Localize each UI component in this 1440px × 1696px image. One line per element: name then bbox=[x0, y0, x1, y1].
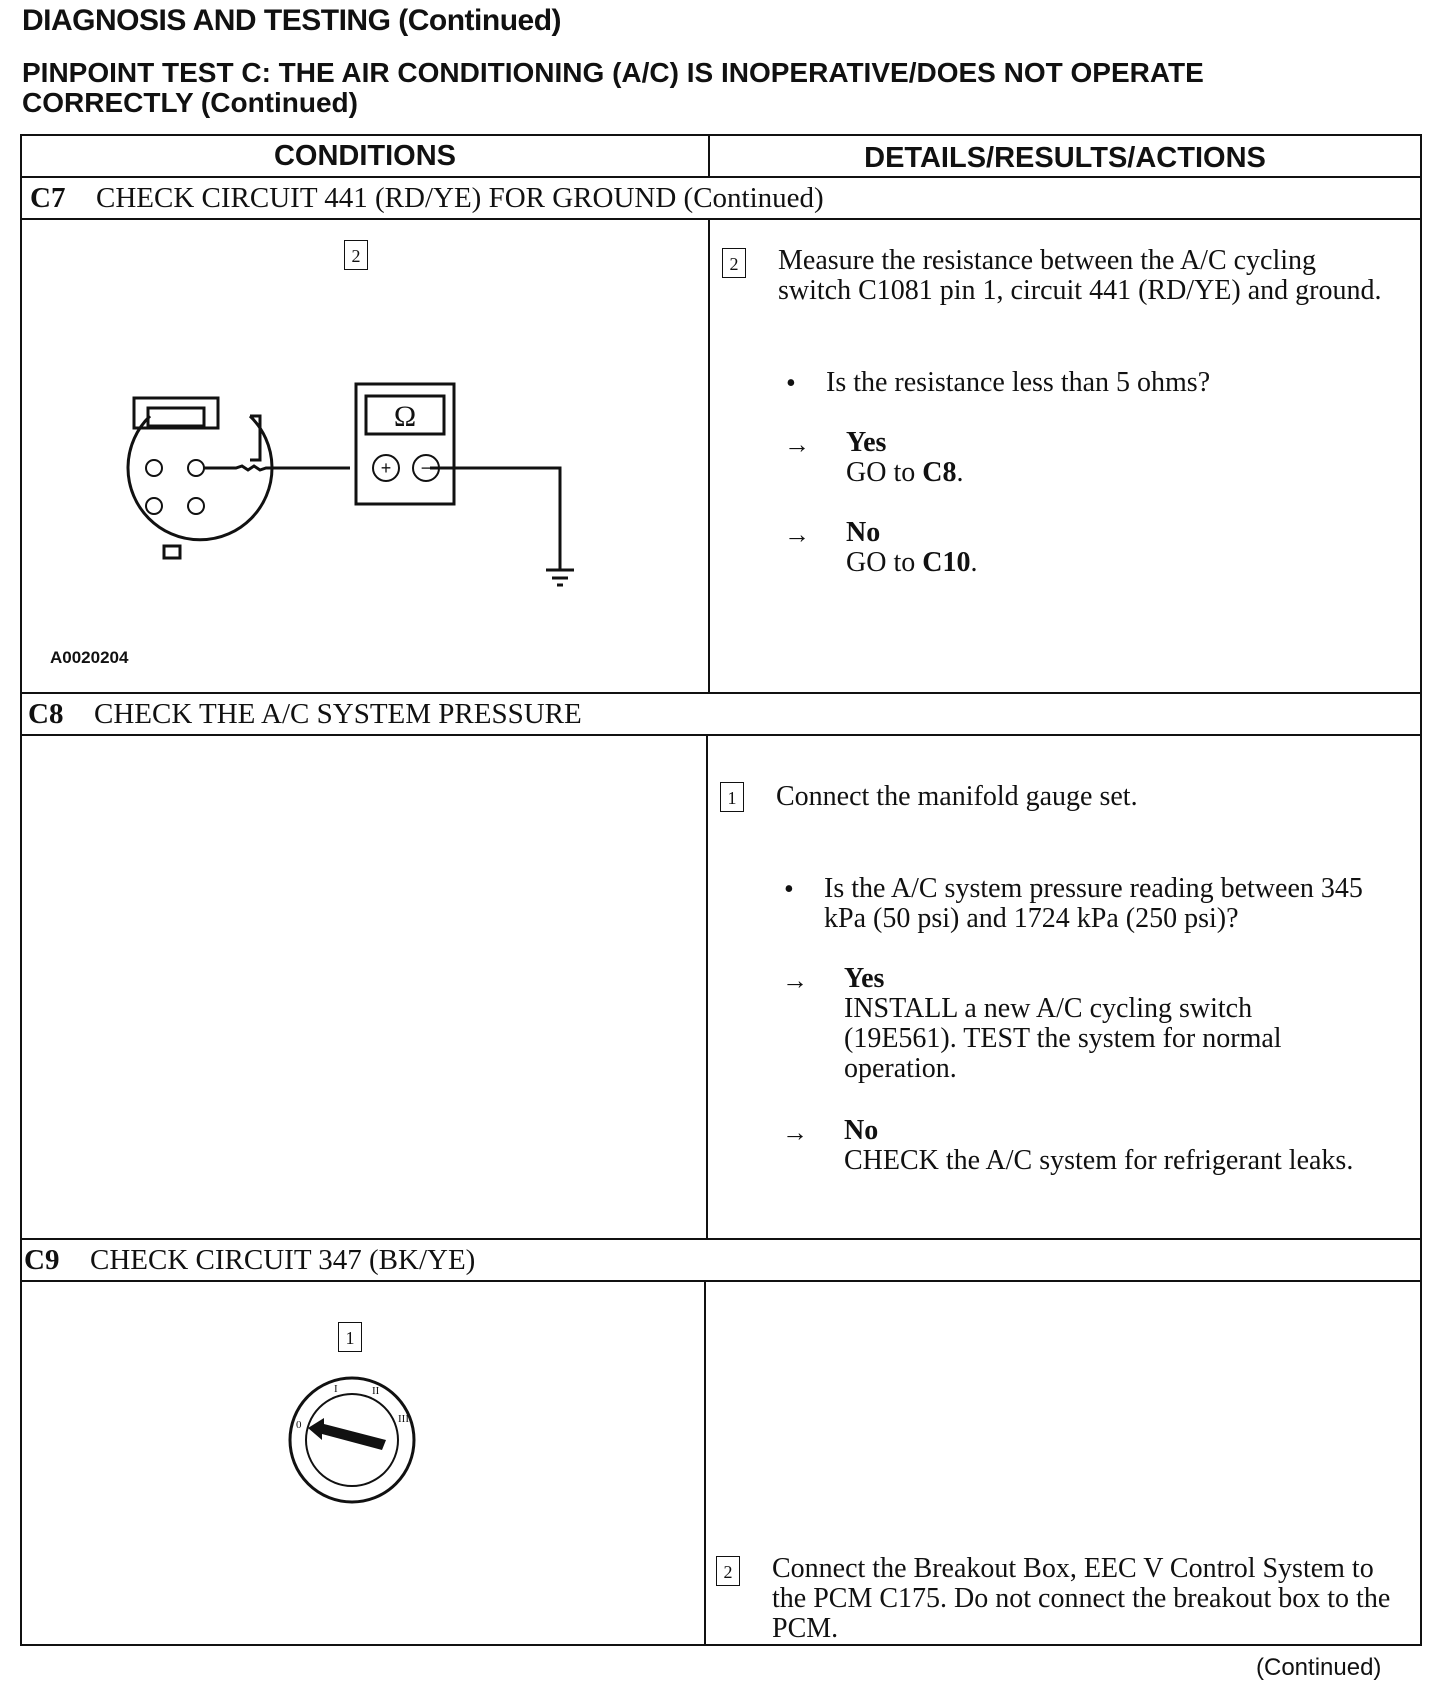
probe-lead bbox=[204, 466, 560, 570]
ignition-mark-0: 0 bbox=[296, 1419, 302, 1431]
c8-yes-action: INSTALL a new A/C cycling switch (19E561). TEST the system for normal operation. bbox=[844, 993, 1282, 1084]
connector-c1081 bbox=[128, 398, 272, 558]
c7-ohmmeter-diagram bbox=[90, 370, 590, 610]
c7-step-box: 2 bbox=[722, 248, 746, 278]
ground-symbol bbox=[546, 570, 574, 585]
ignition-switch-icon bbox=[282, 1370, 422, 1510]
c9-instruction: Connect the Breakout Box, EEC V Control System to the PCM C175. Do not connect the breakout box to the PCM. bbox=[772, 1553, 1391, 1644]
c8-no-label: No bbox=[844, 1115, 879, 1146]
c8-bullet: • bbox=[784, 874, 794, 905]
c7-figure-step-box: 2 bbox=[344, 240, 368, 270]
ohm-symbol: Ω bbox=[393, 400, 417, 433]
c7-question: Is the resistance less than 5 ohms? bbox=[826, 367, 1211, 398]
step-c7-id: C7 bbox=[30, 182, 66, 214]
c7-instruction: Measure the resistance between the A/C cycling switch C1081 pin 1, circuit 441 (RD/YE) and ground. bbox=[778, 245, 1382, 306]
test-title-line-1: PINPOINT TEST C: THE AIR CONDITIONING (A/C) IS INOPERATIVE/DOES NOT OPERATE bbox=[22, 57, 1204, 88]
ignition-mark-1: I bbox=[334, 1383, 338, 1395]
page-title: DIAGNOSIS AND TESTING (Continued) bbox=[22, 4, 562, 37]
c8-no-action: CHECK the A/C system for refrigerant leaks. bbox=[844, 1145, 1354, 1176]
step-c7-header bbox=[30, 178, 824, 218]
c7-no-label: No bbox=[846, 517, 881, 548]
c8-yes-label: Yes bbox=[844, 963, 885, 994]
step-c8-title: CHECK THE A/C SYSTEM PRESSURE bbox=[94, 698, 582, 730]
c7-yes-arrow-icon: → bbox=[784, 430, 810, 459]
c7-no-action: GO to C10. bbox=[846, 547, 978, 578]
column-header-conditions: CONDITIONS bbox=[273, 140, 457, 172]
c7-no-target: C10 bbox=[922, 547, 971, 578]
minus-terminal-icon: − bbox=[420, 458, 432, 478]
connector-pins bbox=[146, 460, 204, 514]
ignition-mark-3: III bbox=[398, 1413, 409, 1425]
step-c8-header bbox=[28, 694, 582, 734]
c7-bullet: • bbox=[786, 368, 796, 399]
c7-yes-target: C8 bbox=[922, 457, 957, 488]
test-title-line-2: CORRECTLY (Continued) bbox=[22, 87, 358, 118]
c8-yes-arrow-icon: → bbox=[782, 966, 808, 995]
c8-no-arrow-icon: → bbox=[782, 1118, 808, 1147]
c7-yes-label: Yes bbox=[846, 427, 887, 458]
step-c9-id: C9 bbox=[24, 1244, 60, 1276]
c8-instruction: Connect the manifold gauge set. bbox=[776, 781, 1138, 812]
pinpoint-test-title bbox=[22, 58, 1362, 118]
step-c9-title: CHECK CIRCUIT 347 (BK/YE) bbox=[90, 1244, 476, 1276]
c7-yes-action: GO to C8. bbox=[846, 457, 964, 488]
c7-figure-id: A0020204 bbox=[50, 648, 129, 667]
step-c7-title: CHECK CIRCUIT 441 (RD/YE) FOR GROUND (Continued) bbox=[96, 182, 824, 214]
c9-step-box: 2 bbox=[716, 1556, 740, 1586]
c8-question: Is the A/C system pressure reading between 345 kPa (50 psi) and 1724 kPa (250 psi)? bbox=[824, 873, 1363, 934]
continued-footer: (Continued) bbox=[1256, 1654, 1382, 1681]
column-header-details: DETAILS/RESULTS/ACTIONS bbox=[864, 142, 1266, 174]
c8-step-box: 1 bbox=[720, 782, 744, 812]
plus-terminal-icon: + bbox=[380, 458, 392, 478]
step-c9-header bbox=[24, 1240, 475, 1280]
c7-no-arrow-icon: → bbox=[784, 520, 810, 549]
c9-figure-step-box: 1 bbox=[338, 1322, 362, 1352]
ignition-mark-2: II bbox=[372, 1385, 380, 1397]
step-c8-id: C8 bbox=[28, 698, 64, 730]
